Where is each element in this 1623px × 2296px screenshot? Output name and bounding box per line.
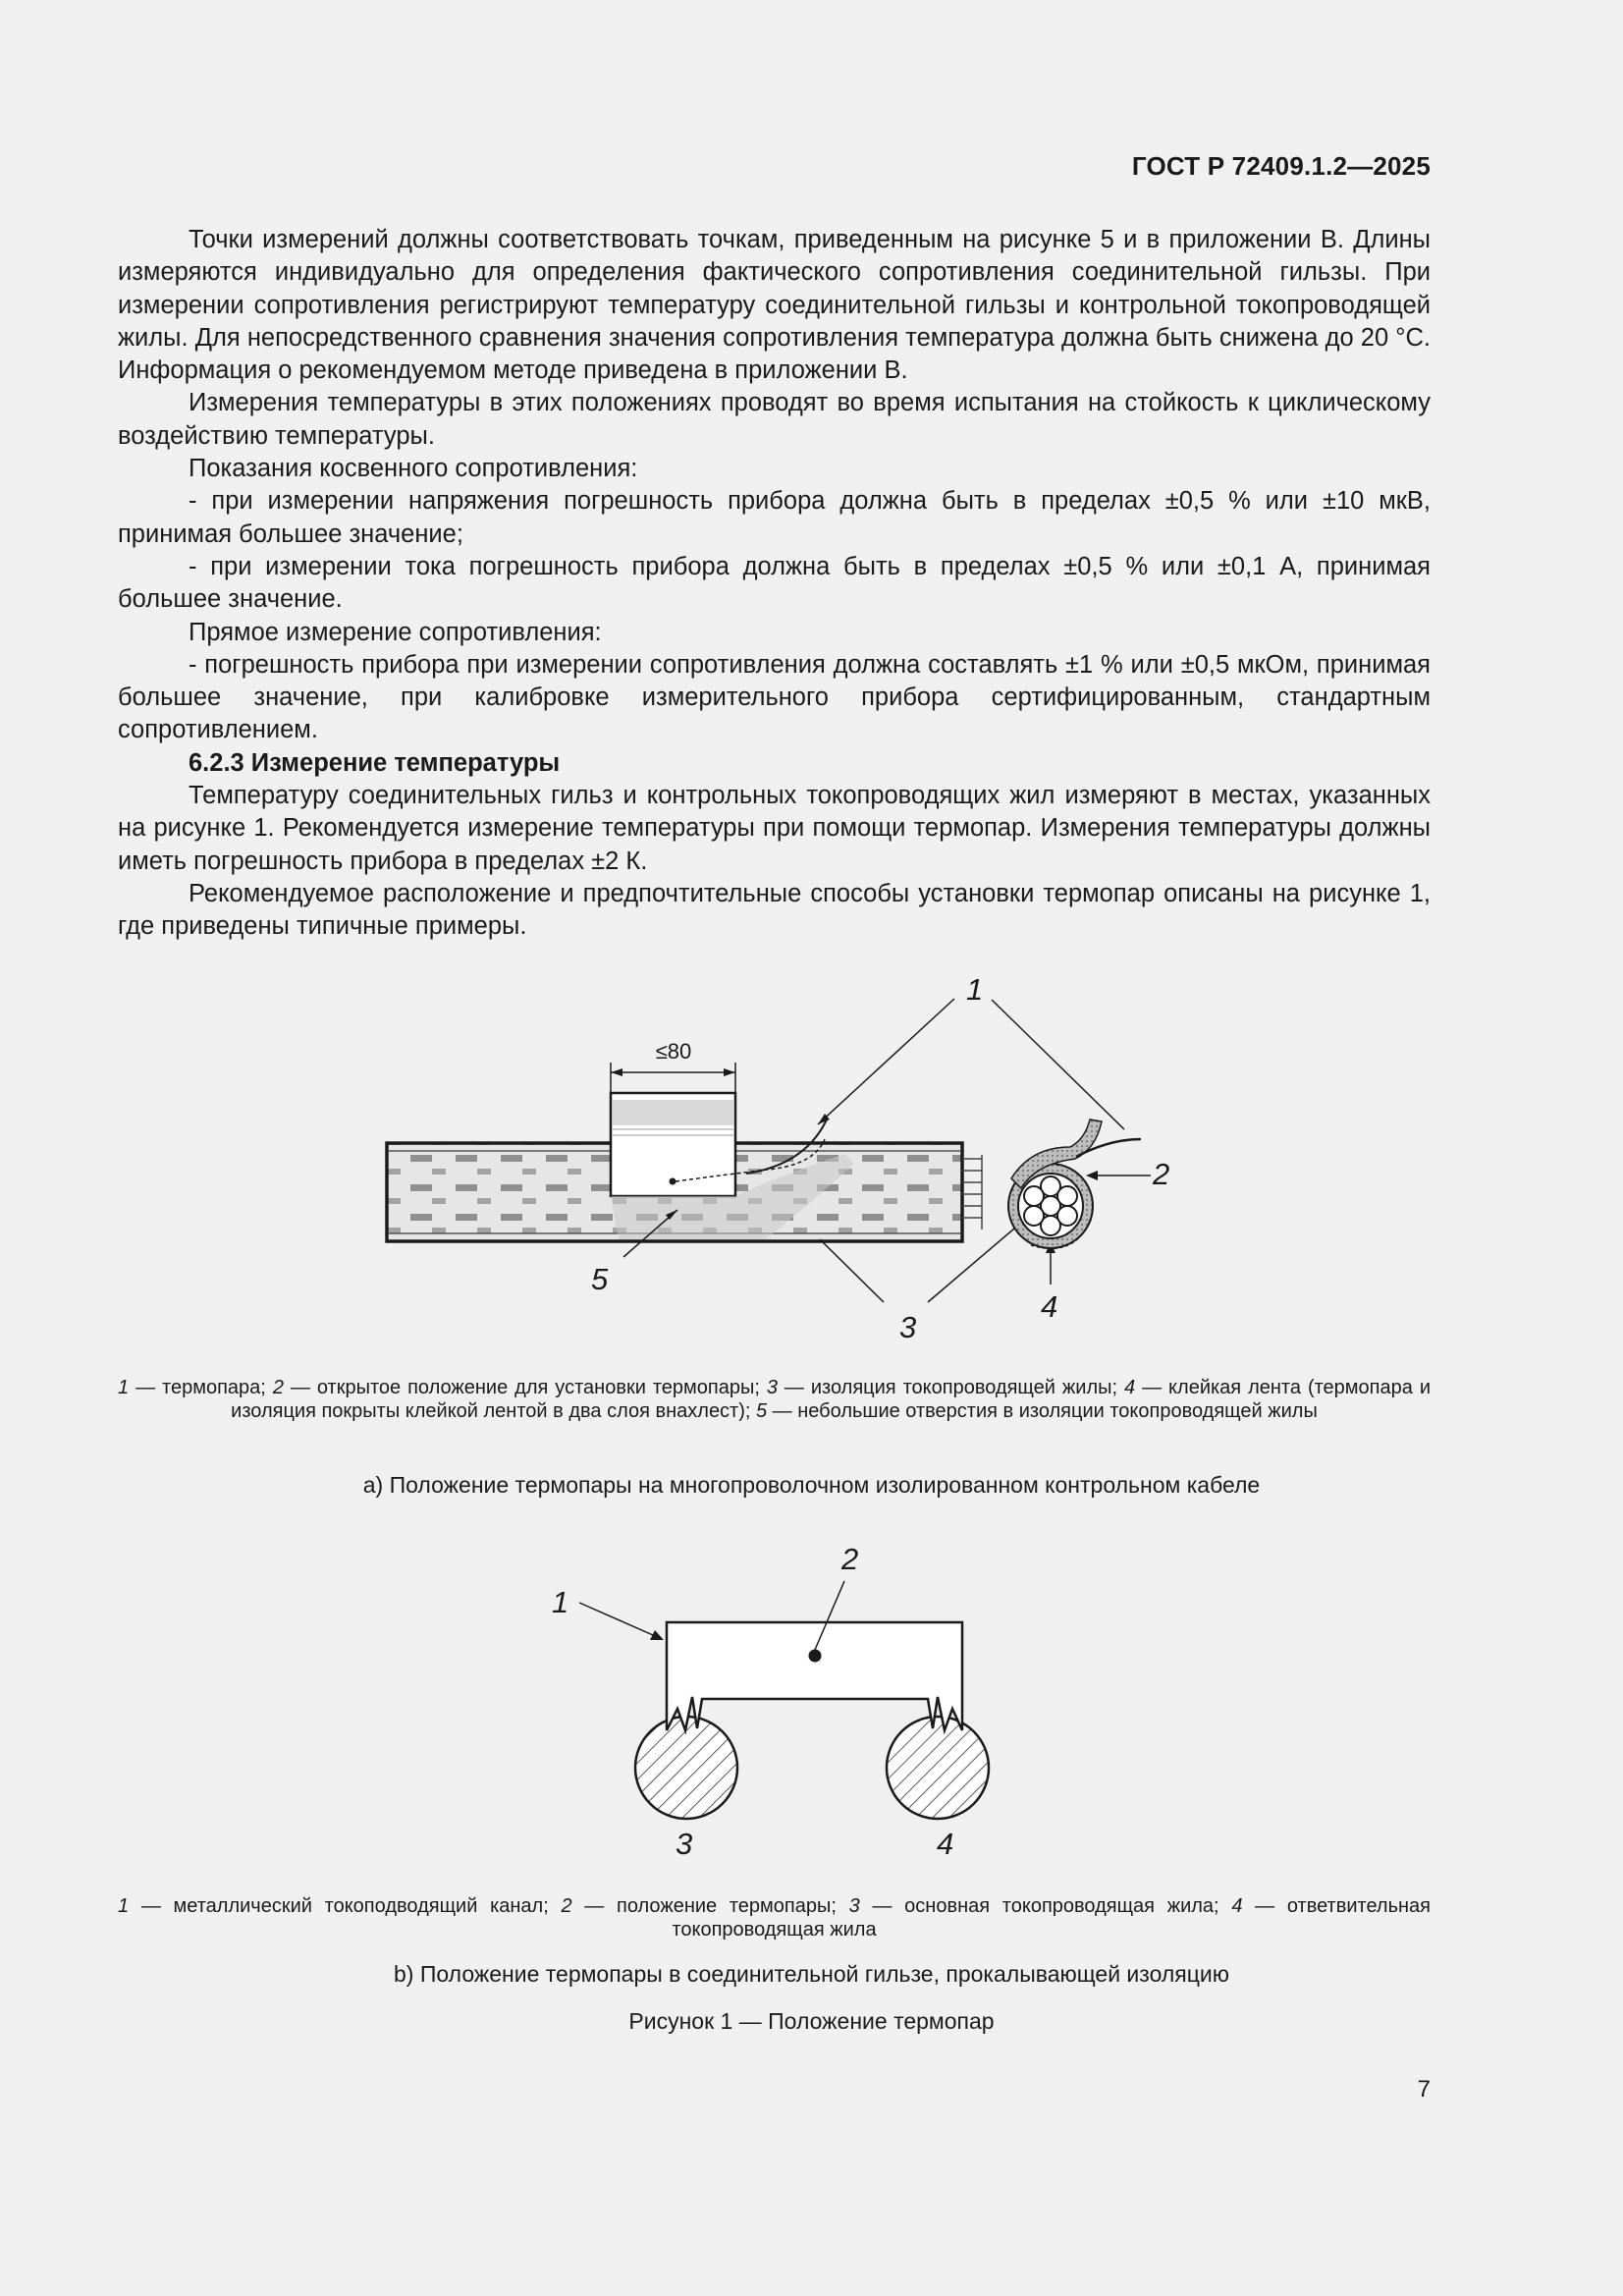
figure-b-legend [118, 1894, 1431, 1941]
figure-a-legend-text: — изоляция токопроводящей жилы; [777, 1377, 1125, 1398]
metal-channel [667, 1622, 962, 1730]
figure-b-drawing [0, 1532, 1623, 1876]
paragraph: Точки измерений должны соответствовать точкам, приведенным на рисунке 5 и в приложении В. Длины измеряются индивидуально для определения фактического сопротивления соединительной гильзы. При измерении сопротивления регистрируют температуру соединительной гильзы и контрольной токопроводящей жилы. Для непосредственного сравнения значения сопротивления температура должна быть снижена до 20 °C. Информация о рекомендуемом методе приведена в приложении В. [118, 226, 1431, 385]
figure-b-legend-number: 4 [1231, 1895, 1243, 1917]
conductor-main [635, 1717, 737, 1819]
figure-b-caption: b) Положение термопары в соединительной гильзе, прокалывающей изоляцию [393, 1961, 1229, 1987]
paragraph: Прямое измерение сопротивления: [189, 618, 602, 646]
figure-a-drawing [0, 962, 1623, 1355]
figure-b-legend-number: 3 [848, 1895, 860, 1917]
dimension-line [611, 1039, 735, 1093]
figure-b-legend-text: — основная токопроводящая жила; [859, 1895, 1232, 1917]
figure-b-legend-text: — металлический токоподводящий канал; [129, 1895, 562, 1917]
figure-b-legend-text: — ответвительная токопроводящая жила [672, 1895, 1431, 1941]
figure-a-legend-number: 2 [272, 1377, 284, 1398]
figure-a-label-5: 5 [591, 1262, 609, 1296]
cable-cross-section [1008, 1120, 1141, 1249]
list-item: - при измерении напряжения погрешность прибора должна быть в пределах ±0,5 % или ±10 мкВ, принимая большее значение; [118, 487, 1431, 548]
paragraph: Рекомендуемое расположение и предпочтительные способы установки термопар описаны на рисунке 1, где приведены типичные примеры. [118, 879, 1431, 941]
conductor-branch [887, 1717, 989, 1819]
figure-b-legend-text [118, 1894, 1431, 1941]
figure-b-legend-text: — положение термопары; [571, 1895, 849, 1917]
figure-a-legend-text: — клейкая лента (термопара и изоляция покрыты клейкой лентой в два слоя внахлест); [231, 1377, 1431, 1422]
figure-b-legend-number: 2 [561, 1895, 572, 1917]
paragraph: Показания косвенного сопротивления: [189, 455, 638, 483]
figure-title: Рисунок 1 — Положение термопар [628, 2008, 995, 2034]
list-item: - погрешность прибора при измерении сопротивления должна составлять ±1 % или ±0,5 мкОм, принимая большее значение, при калибровке измерительного прибора сертифицированным, стандартным сопротивлением. [118, 650, 1431, 744]
page-number: 7 [1417, 2076, 1431, 2103]
figure-a-label-2: 2 [1153, 1157, 1170, 1191]
figure-a-legend-text: — небольшие отверстия в изоляции токопроводящей жилы [767, 1400, 1318, 1422]
paragraph: Температуру соединительных гильз и контрольных токопроводящих жил измеряют в местах, указанных на рисунке 1. Рекомендуется измерение температуры при помощи термопар. Измерения температуры должны иметь погрешность прибора в пределах ±2 К. [118, 782, 1431, 875]
figure-a-legend-text: — открытое положение для установки термопары; [283, 1377, 767, 1398]
figure-b-label-2: 2 [841, 1542, 859, 1576]
figure-a-legend-number: 3 [766, 1377, 778, 1398]
figure-a-caption: а) Положение термопары на многопроволочном изолированном контрольном кабеле [362, 1472, 1261, 1498]
figure-b-legend-number: 1 [118, 1895, 130, 1917]
figure-a-legend-number: 1 [118, 1377, 130, 1398]
figure-b-label-3: 3 [676, 1827, 693, 1861]
dimension-label: ≤80 [655, 1039, 692, 1064]
figure-b-label-1: 1 [552, 1585, 569, 1619]
figure-a-legend-number: 5 [756, 1400, 768, 1422]
list-item: - при измерении тока погрешность прибора должна быть в пределах ±0,5 % или ±0,1 А, принимая большее значение. [118, 552, 1431, 614]
figure-a-label-3: 3 [899, 1310, 917, 1344]
thermocouple-point [809, 1650, 822, 1663]
figure-a-legend [118, 1376, 1431, 1423]
conductor-strands [962, 1155, 982, 1230]
body-text [118, 224, 1431, 944]
figure-a-label-4: 4 [1041, 1289, 1058, 1324]
figure-a-legend-text [118, 1376, 1431, 1423]
figure-a-legend-number: 4 [1124, 1377, 1136, 1398]
paragraph: Измерения температуры в этих положениях проводят во время испытания на стойкость к циклическому воздействию температуры. [118, 389, 1431, 450]
section-heading: 6.2.3 Измерение температуры [189, 748, 561, 777]
figure-a-label-1: 1 [966, 972, 984, 1007]
figure-b-label-4: 4 [937, 1827, 954, 1861]
document-code-header: ГОСТ Р 72409.1.2—2025 [1131, 151, 1431, 181]
figure-a-legend-text: — термопара; [129, 1377, 273, 1398]
